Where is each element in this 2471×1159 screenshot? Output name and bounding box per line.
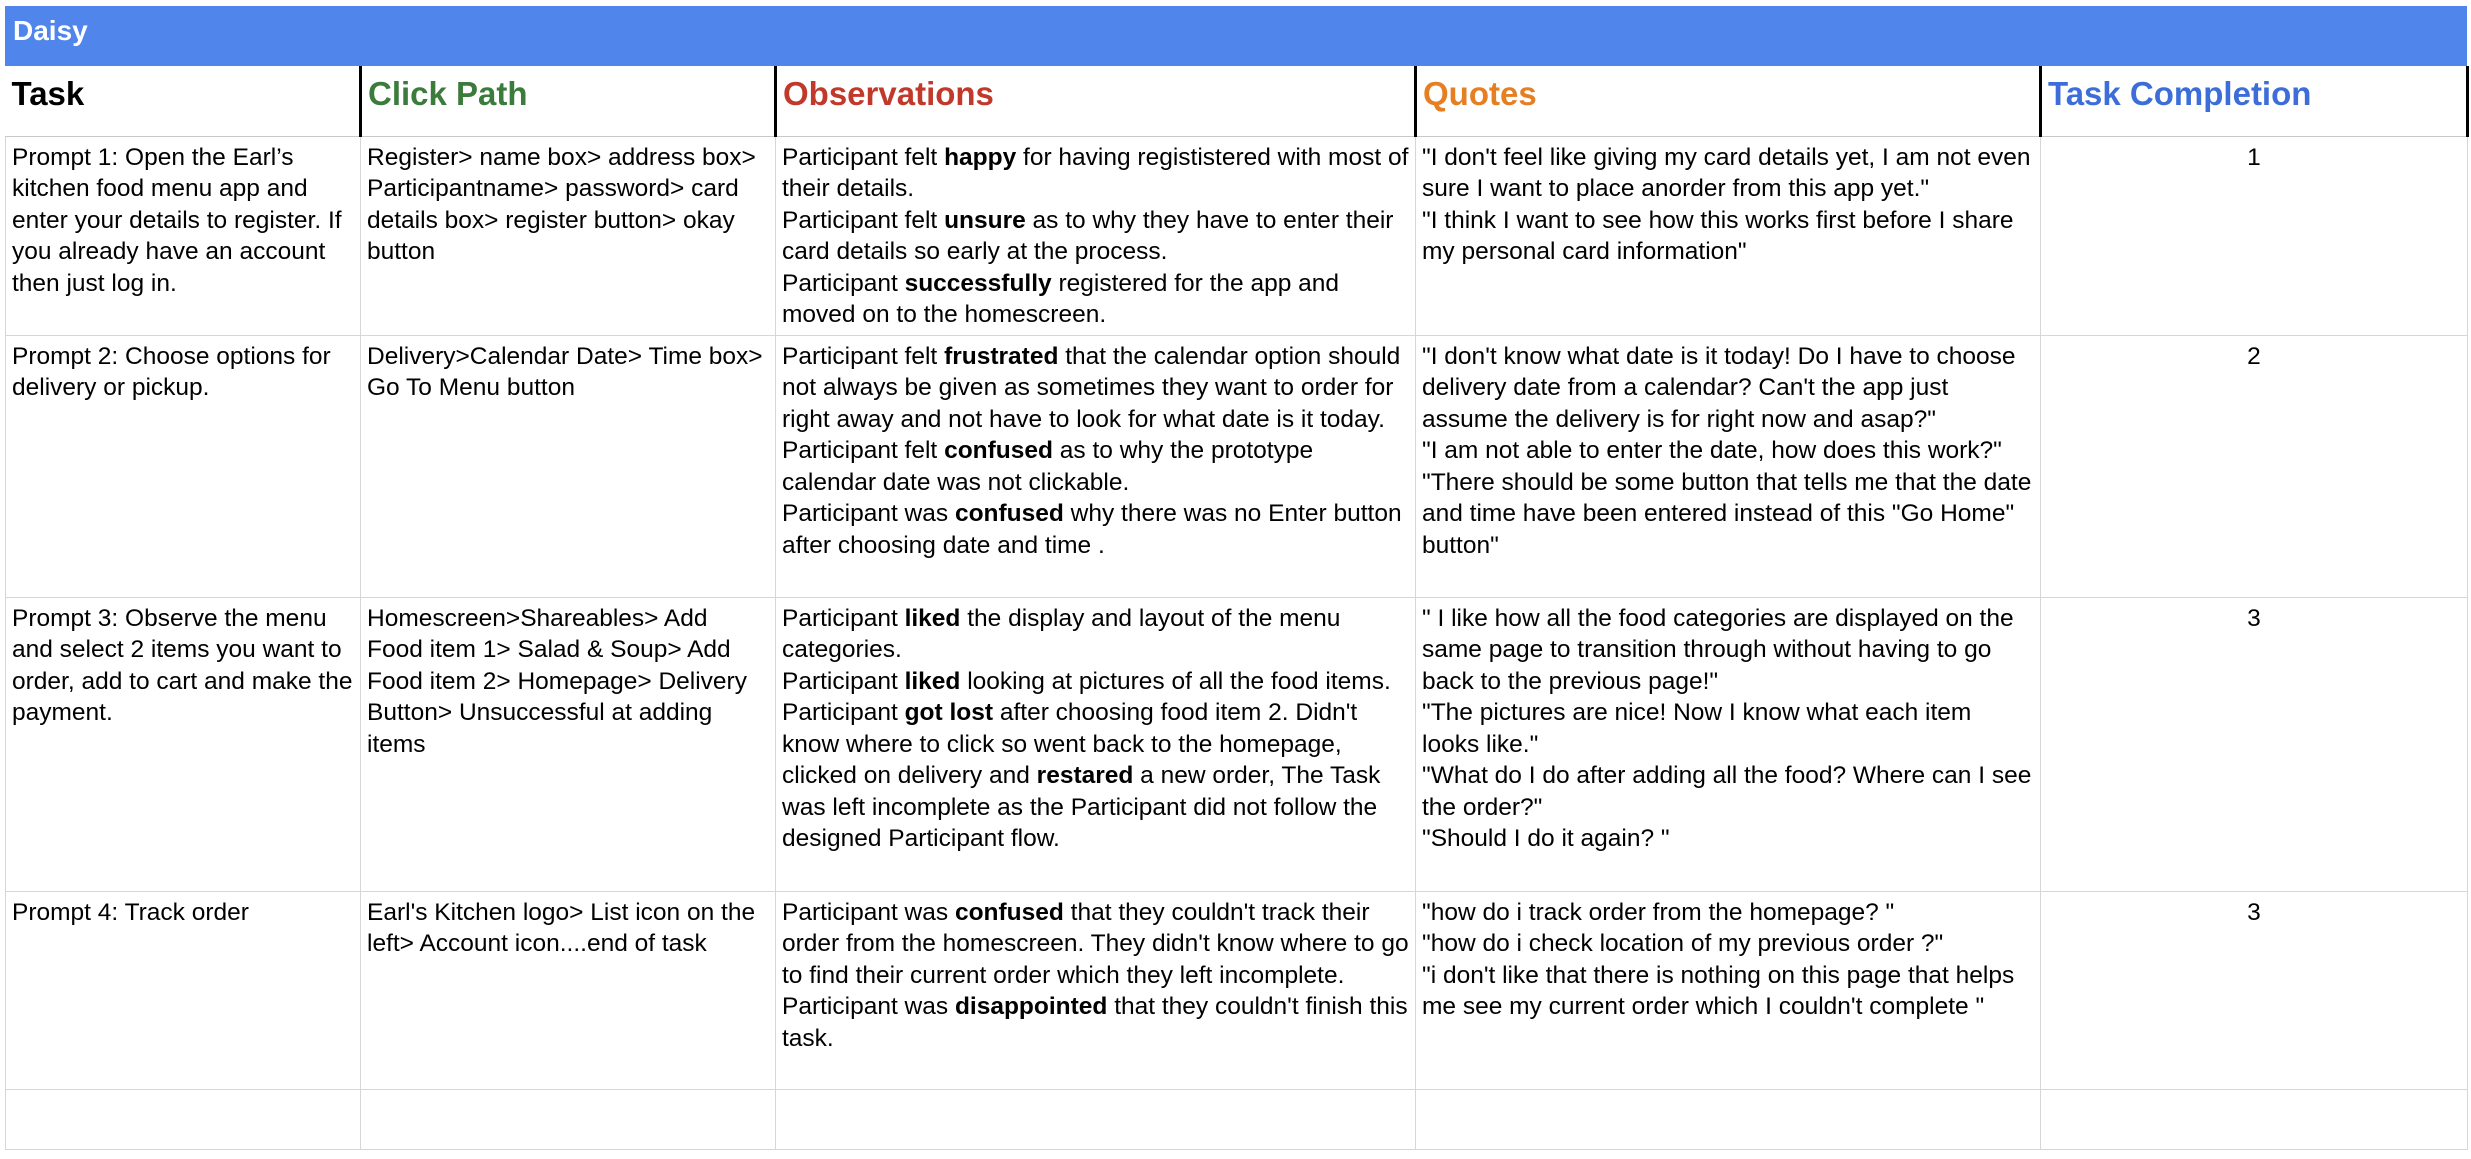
click-path-cell[interactable]: Earl's Kitchen logo> List icon on the left> Account icon....end of task [361, 891, 776, 1089]
header-task[interactable]: Task [6, 66, 361, 136]
empty-cell[interactable] [776, 1089, 1416, 1149]
observation-line: Participant was confused why there was no Enter button after choosing date and time . [782, 500, 1402, 559]
observation-line: Participant got lost after choosing food item 2. Didn't know where to click so went back to the homepage, clicked on delivery and restared a new order, The Task was left incomplete as the Participant did not follow the designed Participant flow. [782, 699, 1381, 852]
table-row [6, 136, 2468, 335]
empty-cell[interactable] [6, 1089, 361, 1149]
click-path-cell[interactable]: Register> name box> address box> Participantname> password> card details box> register button> okay button [361, 136, 776, 335]
quote-line: "I think I want to see how this works first before I share my personal card information" [1422, 206, 2014, 265]
quote-line: "i don't like that there is nothing on this page that helps me see my current order which I couldn't complete " [1422, 961, 2015, 1020]
quote-line: " I like how all the food categories are displayed on the same page to transition through without having to go back to the previous page!" [1422, 604, 2014, 695]
empty-cell[interactable] [2041, 1089, 2468, 1149]
observations-cell[interactable] [776, 891, 1416, 1089]
quote-line: "I am not able to enter the date, how does this work?" [1422, 437, 2002, 464]
empty-cell[interactable] [1416, 1089, 2041, 1149]
observation-line: Participant successfully registered for the app and moved on to the homescreen. [782, 269, 1340, 328]
quote-line: "how do i track order from the homepage? " [1422, 898, 1895, 926]
quote-line: "The pictures are nice! Now I know what each item looks like." [1422, 699, 1972, 758]
task-cell[interactable]: Prompt 4: Track order [6, 891, 361, 1089]
empty-row [6, 1089, 2468, 1149]
observation-line: Participant felt unsure as to why they have to enter their card details so early at the process. [782, 206, 1394, 265]
observation-line: Participant felt frustrated that the calendar option should not always be given as sometimes they want to order for right away and not have to look for what date is it today. [782, 342, 1401, 433]
observations-cell[interactable] [776, 597, 1416, 891]
observation-line: Participant felt happy for having regististered with most of their details. [782, 143, 1409, 202]
quotes-cell[interactable] [1416, 597, 2041, 891]
header-quotes[interactable]: Quotes [1416, 66, 2041, 136]
observations-cell[interactable] [776, 136, 1416, 335]
observations-cell[interactable] [776, 335, 1416, 597]
observation-line: Participant liked looking at pictures of all the food items. [782, 667, 1391, 695]
observation-line: Participant was confused that they couldn't track their order from the homescreen. They didn't know where to go to find their current order which they left incomplete. [782, 898, 1409, 989]
click-path-cell[interactable]: Homescreen>Shareables> Add Food item 1> Salad & Soup> Add Food item 2> Homepage> Delivery Button> Unsuccessful at adding items [361, 597, 776, 891]
quote-line: "I don't feel like giving my card details yet, I am not even sure I want to place anorder from this app yet." [1422, 143, 2031, 202]
click-path-cell[interactable]: Delivery>Calendar Date> Time box> Go To Menu button [361, 335, 776, 597]
task-cell[interactable]: Prompt 1: Open the Earl’s kitchen food menu app and enter your details to register. If you already have an account then just log in. [6, 136, 361, 335]
sheet-title: Daisy [13, 15, 88, 46]
quotes-cell[interactable] [1416, 335, 2041, 597]
quote-line: "There should be some button that tells me that the date and time have been entered instead of this "Go Home" button" [1422, 468, 2032, 559]
usability-table [5, 66, 2469, 1150]
task-completion-cell[interactable]: 1 [2041, 136, 2468, 335]
quote-line: "how do i check location of my previous order ?" [1422, 930, 1944, 957]
header-observations[interactable]: Observations [776, 66, 1416, 136]
table-row [6, 335, 2468, 597]
task-cell[interactable]: Prompt 3: Observe the menu and select 2 items you want to order, add to cart and make the payment. [6, 597, 361, 891]
quote-line: "What do I do after adding all the food? Where can I see the order?" [1422, 762, 2032, 821]
table-row [6, 891, 2468, 1089]
quotes-cell[interactable] [1416, 136, 2041, 335]
task-completion-cell[interactable]: 3 [2041, 597, 2468, 891]
header-click-path[interactable]: Click Path [361, 66, 776, 136]
quote-line: "I don't know what date is it today! Do I have to choose delivery date from a calendar? Can't the app just assume the delivery is for right now and asap?" [1422, 342, 2016, 433]
observation-line: Participant was disappointed that they couldn't finish this task. [782, 993, 1408, 1052]
observation-line: Participant liked the display and layout of the menu categories. [782, 604, 1341, 663]
header-task-completion[interactable]: Task Completion [2041, 66, 2468, 136]
task-completion-cell[interactable]: 2 [2041, 335, 2468, 597]
empty-cell[interactable] [361, 1089, 776, 1149]
quotes-cell[interactable] [1416, 891, 2041, 1089]
quote-line: "Should I do it again? " [1422, 825, 1670, 852]
sheet-title-bar[interactable] [5, 6, 2467, 66]
task-cell[interactable]: Prompt 2: Choose options for delivery or pickup. [6, 335, 361, 597]
table-row [6, 597, 2468, 891]
header-row [6, 66, 2468, 136]
spreadsheet [5, 6, 2467, 1150]
task-completion-cell[interactable]: 3 [2041, 891, 2468, 1089]
observation-line: Participant felt confused as to why the prototype calendar date was not clickable. [782, 437, 1314, 496]
